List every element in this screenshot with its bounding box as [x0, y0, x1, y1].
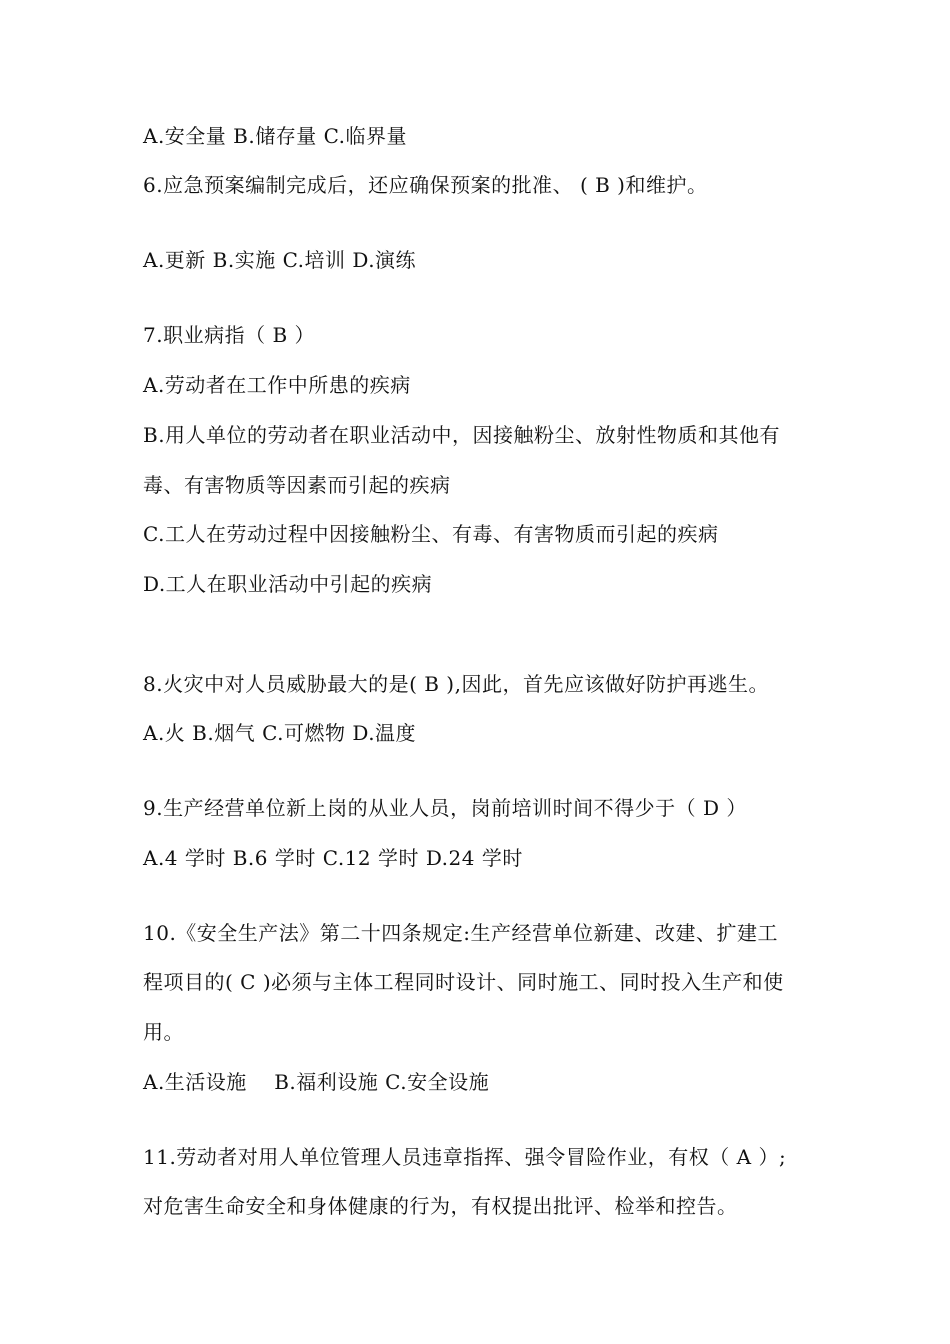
question-9-options: A.4 学时 B.6 学时 C.12 学时 D.24 学时: [143, 846, 523, 870]
question-6-options: A.更新 B.实施 C.培训 D.演练: [143, 248, 417, 272]
question-5-options: A.安全量 B.储存量 C.临界量: [143, 124, 408, 148]
question-10-stem-line2: 程项目的( C )必须与主体工程同时设计、同时施工、同时投入生产和使: [143, 970, 784, 994]
question-11-stem-line2: 对危害生命安全和身体健康的行为，有权提出批评、检举和控告。: [143, 1194, 738, 1218]
question-10-stem-line1: 10.《安全生产法》第二十四条规定:生产经营单位新建、改建、扩建工: [143, 921, 779, 945]
question-10-options: A.生活设施 B.福利设施 C.安全设施: [143, 1070, 490, 1094]
question-7-option-d: D.工人在职业活动中引起的疾病: [143, 572, 433, 596]
question-7-option-b-line1: B.用人单位的劳动者在职业活动中，因接触粉尘、放射性物质和其他有: [143, 423, 781, 447]
question-7-stem: 7.职业病指（ B ）: [143, 323, 315, 347]
question-6-stem: 6.应急预案编制完成后，还应确保预案的批准、 ( B )和维护。: [143, 173, 708, 197]
question-7-option-c: C.工人在劳动过程中因接触粉尘、有毒、有害物质而引起的疾病: [143, 522, 719, 546]
question-10-stem-line3: 用。: [143, 1020, 184, 1044]
question-7-option-a: A.劳动者在工作中所患的疾病: [143, 373, 411, 397]
question-8-options: A.火 B.烟气 C.可燃物 D.温度: [143, 721, 417, 745]
question-9-stem: 9.生产经营单位新上岗的从业人员，岗前培训时间不得少于（ D ）: [143, 796, 747, 820]
question-8-stem: 8.火灾中对人员威胁最大的是( B ),因此，首先应该做好防护再逃生。: [143, 672, 769, 696]
question-7-option-b-line2: 毒、有害物质等因素而引起的疾病: [143, 473, 451, 497]
question-11-stem-line1: 11.劳动者对用人单位管理人员违章指挥、强令冒险作业，有权（ A ）;: [143, 1145, 787, 1169]
